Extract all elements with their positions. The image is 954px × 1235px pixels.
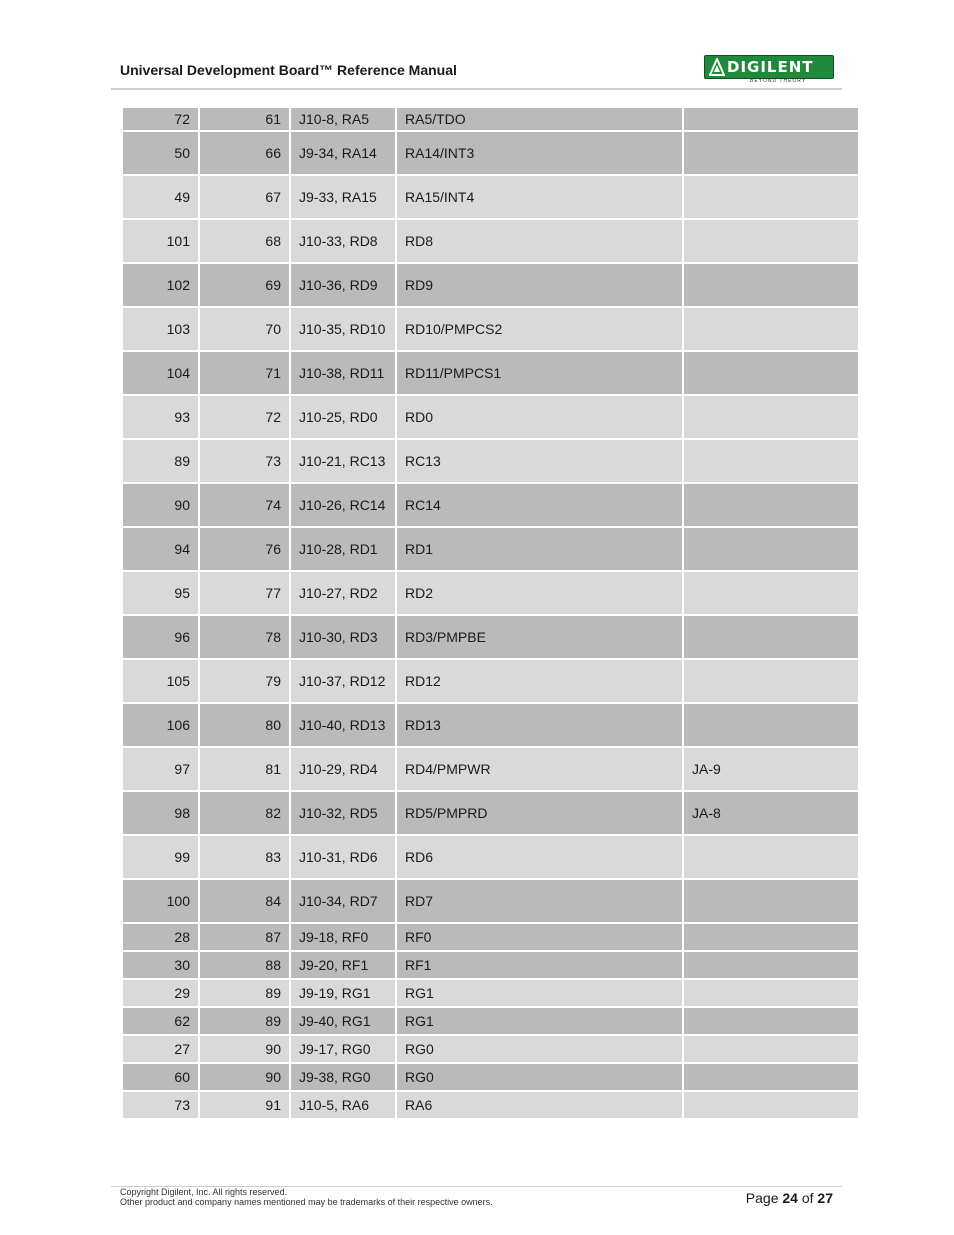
table-cell: RD3/PMPBE (397, 616, 682, 658)
table-cell: J9-17, RG0 (291, 1036, 395, 1062)
table-cell: J9-38, RG0 (291, 1064, 395, 1090)
table-row (123, 704, 858, 746)
table-cell: J9-34, RA14 (291, 132, 395, 174)
table-cell: J10-8, RA5 (291, 108, 395, 130)
table-cell: 83 (200, 836, 289, 878)
table-cell: 99 (123, 836, 198, 878)
table-cell (684, 952, 858, 978)
table-cell (684, 880, 858, 922)
table-cell: J10-29, RD4 (291, 748, 395, 790)
table-cell: 73 (200, 440, 289, 482)
table-cell (684, 1064, 858, 1090)
table-cell: J10-37, RD12 (291, 660, 395, 702)
table-cell: 73 (123, 1092, 198, 1118)
table-row (123, 176, 858, 218)
table-cell: 100 (123, 880, 198, 922)
table-row (123, 440, 858, 482)
pin-table (121, 106, 860, 1120)
table-row (123, 616, 858, 658)
table-cell: RG0 (397, 1036, 682, 1062)
table-cell (684, 1092, 858, 1118)
logo-badge (704, 55, 834, 79)
table-cell: RF1 (397, 952, 682, 978)
table-cell: J9-40, RG1 (291, 1008, 395, 1034)
table-cell: 80 (200, 704, 289, 746)
table-row (123, 880, 858, 922)
table-row (123, 132, 858, 174)
table-row (123, 308, 858, 350)
table-cell: J10-38, RD11 (291, 352, 395, 394)
table-cell: 89 (200, 1008, 289, 1034)
logo-tagline: BEYOND THEORY (750, 78, 807, 84)
table-cell: 30 (123, 952, 198, 978)
table-cell: RG0 (397, 1064, 682, 1090)
table-cell: RD8 (397, 220, 682, 262)
table-row (123, 572, 858, 614)
table-cell (684, 440, 858, 482)
table-cell: 82 (200, 792, 289, 834)
table-cell: 104 (123, 352, 198, 394)
table-cell: 91 (200, 1092, 289, 1118)
pin-table-body (123, 108, 858, 1118)
table-cell: JA-9 (684, 748, 858, 790)
table-cell: 94 (123, 528, 198, 570)
table-row (123, 980, 858, 1006)
table-cell: 87 (200, 924, 289, 950)
table-row (123, 924, 858, 950)
page-number (746, 1190, 833, 1206)
table-cell: 69 (200, 264, 289, 306)
table-cell: J10-27, RD2 (291, 572, 395, 614)
table-cell: 62 (123, 1008, 198, 1034)
table-cell: RF0 (397, 924, 682, 950)
table-cell: RD7 (397, 880, 682, 922)
table-cell (684, 980, 858, 1006)
document-title: Universal Development Board™ Reference Manual (120, 62, 457, 78)
table-cell: RC14 (397, 484, 682, 526)
table-cell: 93 (123, 396, 198, 438)
page-header (111, 52, 842, 90)
table-cell: RA14/INT3 (397, 132, 682, 174)
table-cell: 76 (200, 528, 289, 570)
table-cell: J10-30, RD3 (291, 616, 395, 658)
table-cell: RD9 (397, 264, 682, 306)
table-cell: 79 (200, 660, 289, 702)
table-cell: RD2 (397, 572, 682, 614)
table-cell (684, 1036, 858, 1062)
table-row (123, 836, 858, 878)
table-cell: J10-21, RC13 (291, 440, 395, 482)
table-cell: J10-28, RD1 (291, 528, 395, 570)
table-cell: 89 (200, 980, 289, 1006)
table-cell: RD5/PMPRD (397, 792, 682, 834)
table-row (123, 528, 858, 570)
table-cell: 72 (200, 396, 289, 438)
table-row (123, 220, 858, 262)
table-cell: J10-40, RD13 (291, 704, 395, 746)
table-cell: J10-34, RD7 (291, 880, 395, 922)
table-cell: RG1 (397, 980, 682, 1006)
table-cell: 70 (200, 308, 289, 350)
table-cell: J10-36, RD9 (291, 264, 395, 306)
copyright-text: Copyright Digilent, Inc. All rights reserved. (120, 1187, 288, 1197)
table-cell (684, 616, 858, 658)
table-cell: 97 (123, 748, 198, 790)
table-cell (684, 924, 858, 950)
table-cell: 77 (200, 572, 289, 614)
table-cell: RD13 (397, 704, 682, 746)
table-cell: 88 (200, 952, 289, 978)
table-row (123, 108, 858, 130)
table-cell: 90 (123, 484, 198, 526)
page-footer (111, 1186, 842, 1207)
page-current: 24 (782, 1190, 798, 1206)
table-cell: RD4/PMPWR (397, 748, 682, 790)
table-cell: 105 (123, 660, 198, 702)
table-cell: 101 (123, 220, 198, 262)
table-cell (684, 1008, 858, 1034)
table-cell (684, 836, 858, 878)
table-cell (684, 396, 858, 438)
table-cell: J10-32, RD5 (291, 792, 395, 834)
table-row (123, 660, 858, 702)
table-cell: J9-33, RA15 (291, 176, 395, 218)
table-cell: 71 (200, 352, 289, 394)
table-cell: RD0 (397, 396, 682, 438)
table-cell (684, 176, 858, 218)
table-row (123, 1036, 858, 1062)
table-cell: 84 (200, 880, 289, 922)
table-cell (684, 660, 858, 702)
table-cell: 66 (200, 132, 289, 174)
table-cell: J10-5, RA6 (291, 1092, 395, 1118)
table-cell: 50 (123, 132, 198, 174)
table-cell: RD1 (397, 528, 682, 570)
table-cell: RD12 (397, 660, 682, 702)
table-cell: J10-25, RD0 (291, 396, 395, 438)
table-cell: 81 (200, 748, 289, 790)
trademark-text: Other product and company names mentioned may be trademarks of their respective owners. (120, 1197, 493, 1207)
table-cell: 96 (123, 616, 198, 658)
table-cell (684, 528, 858, 570)
table-cell (684, 704, 858, 746)
table-cell: 78 (200, 616, 289, 658)
table-cell: J9-20, RF1 (291, 952, 395, 978)
table-cell: RD6 (397, 836, 682, 878)
table-cell: RA6 (397, 1092, 682, 1118)
table-row (123, 396, 858, 438)
table-cell: 60 (123, 1064, 198, 1090)
table-cell: 67 (200, 176, 289, 218)
table-cell (684, 572, 858, 614)
table-cell: RD11/PMPCS1 (397, 352, 682, 394)
table-cell: J10-33, RD8 (291, 220, 395, 262)
table-cell: J10-31, RD6 (291, 836, 395, 878)
page-of: of (801, 1190, 814, 1206)
table-row (123, 1008, 858, 1034)
table-cell: 106 (123, 704, 198, 746)
table-cell: 61 (200, 108, 289, 130)
table-row (123, 952, 858, 978)
triangle-logo-icon (709, 58, 725, 76)
table-cell: 102 (123, 264, 198, 306)
table-row (123, 264, 858, 306)
table-cell: 72 (123, 108, 198, 130)
table-cell: 98 (123, 792, 198, 834)
table-row (123, 1064, 858, 1090)
table-cell (684, 264, 858, 306)
table-cell: JA-8 (684, 792, 858, 834)
table-row (123, 748, 858, 790)
logo-wordmark: DIGILENT (727, 58, 814, 76)
table-cell: J10-26, RC14 (291, 484, 395, 526)
table-cell: 74 (200, 484, 289, 526)
table-cell: J10-35, RD10 (291, 308, 395, 350)
table-cell (684, 484, 858, 526)
table-cell: 49 (123, 176, 198, 218)
table-cell: 28 (123, 924, 198, 950)
table-cell (684, 352, 858, 394)
table-cell (684, 220, 858, 262)
digilent-logo (704, 55, 834, 85)
table-cell: 103 (123, 308, 198, 350)
table-row (123, 352, 858, 394)
table-cell: 95 (123, 572, 198, 614)
table-cell: 27 (123, 1036, 198, 1062)
table-cell: RA15/INT4 (397, 176, 682, 218)
table-cell: 68 (200, 220, 289, 262)
table-cell: RA5/TDO (397, 108, 682, 130)
table-cell: RD10/PMPCS2 (397, 308, 682, 350)
table-cell: RG1 (397, 1008, 682, 1034)
table-cell: RC13 (397, 440, 682, 482)
table-cell (684, 308, 858, 350)
page-total: 27 (817, 1190, 833, 1206)
table-cell: 29 (123, 980, 198, 1006)
table-cell: 90 (200, 1064, 289, 1090)
page-label: Page (745, 1190, 779, 1206)
table-cell (684, 132, 858, 174)
table-row (123, 792, 858, 834)
table-cell: 90 (200, 1036, 289, 1062)
table-cell (684, 108, 858, 130)
table-cell: J9-19, RG1 (291, 980, 395, 1006)
table-row (123, 1092, 858, 1118)
table-cell: J9-18, RF0 (291, 924, 395, 950)
footer-legal (120, 1187, 493, 1207)
table-row (123, 484, 858, 526)
table-cell: 89 (123, 440, 198, 482)
